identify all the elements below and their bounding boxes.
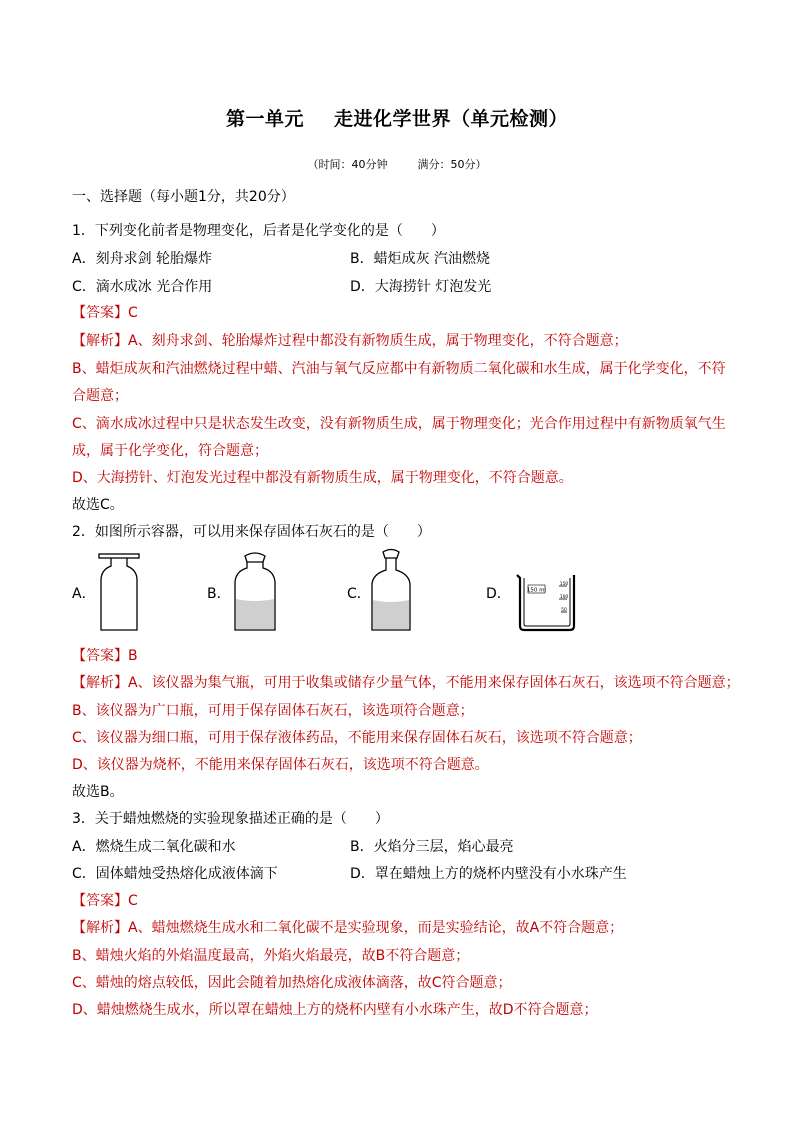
q1-explanation-3: 合题意； (72, 388, 128, 404)
q1-option-a: A．刻舟求剑 轮胎爆炸 (72, 251, 213, 267)
q3-explanation-2: B、蜡烛火焰的外焰温度最高，外焰火焰最亮，故B不符合题意； (72, 948, 470, 964)
q2-label-d: D． (486, 586, 511, 602)
q2-stem: 2．如图所示容器，可以用来保存固体石灰石的是（ ） (72, 524, 431, 540)
q3-option-d: D．罩在蜡烛上方的烧杯内壁没有小水珠产生 (350, 866, 627, 882)
q1-option-d: D．大海捞针 灯泡发光 (350, 279, 492, 295)
q3-option-a: A．燃烧生成二氧化碳和水 (72, 839, 236, 855)
q2-conclusion: 故选B。 (72, 784, 124, 800)
q2-answer: 【答案】B (72, 648, 138, 664)
exam-score: 满分：50分） (417, 158, 487, 171)
q3-explanation-4: D、蜡烛燃烧生成水，所以罩在蜡烛上方的烧杯内壁有小水珠产生，故D不符合题意； (72, 1002, 598, 1018)
exam-time: （时间：40分钟 (307, 158, 388, 171)
q2-label-c: C． (347, 586, 371, 602)
q3-option-c: C．固体蜡烛受热熔化成液体滴下 (72, 866, 278, 882)
beaker-icon (515, 572, 579, 632)
q1-explanation-5: 成，属于化学变化，符合题意； (72, 443, 268, 459)
q1-stem: 1．下列变化前者是物理变化，后者是化学变化的是（ ） (72, 223, 445, 239)
q1-explanation-2: B、蜡炬成灰和汽油燃烧过程中蜡、汽油与氧气反应都中有新物质二氧化碳和水生成，属于化学变化，不符 (72, 361, 726, 377)
q3-stem: 3．关于蜡烛燃烧的实验现象描述正确的是（ ） (72, 811, 389, 827)
q1-option-b: B．蜡炬成灰 汽油燃烧 (350, 251, 491, 267)
page-title (0, 104, 794, 131)
q2-explanation-1: 【解析】A、该仪器为集气瓶，可用于收集或储存少量气体，不能用来保存固体石灰石，该选项不符合题意； (72, 675, 740, 691)
q1-answer: 【答案】C (72, 305, 138, 321)
narrow-mouth-bottle-icon (368, 548, 414, 634)
q2-explanation-4: D、该仪器为烧杯，不能用来保存固体石灰石，该选项不符合题意。 (72, 757, 489, 773)
title-topic: 走进化学世界（单元检测） (334, 108, 569, 130)
section-heading: 一、选择题（每小题1分，共20分） (72, 189, 295, 205)
q2-label-b: B． (207, 586, 231, 602)
q3-explanation-3: C、蜡烛的熔点较低，因此会随着加热熔化成液体滴落，故C符合题意； (72, 975, 512, 991)
q3-explanation-1: 【解析】A、蜡烛燃烧生成水和二氧化碳不是实验现象，而是实验结论，故A不符合题意； (72, 920, 624, 936)
q1-explanation-4: C、滴水成冰过程中只是状态发生改变，没有新物质生成，属于物理变化；光合作用过程中有新物质氧气生 (72, 416, 726, 432)
q2-label-a: A． (72, 586, 96, 602)
exam-info (0, 156, 794, 172)
q1-conclusion: 故选C。 (72, 497, 124, 513)
q1-option-c: C．滴水成冰 光合作用 (72, 279, 213, 295)
beaker-capacity-text: 150 ml (526, 587, 547, 594)
beaker-mark-50: 50 (561, 608, 567, 613)
q3-option-b: B．火焰分三层，焰心最亮 (350, 839, 514, 855)
q1-explanation-1: 【解析】A、刻舟求剑、轮胎爆炸过程中都没有新物质生成，属于物理变化，不符合题意； (72, 333, 628, 349)
gas-collecting-bottle-icon (96, 552, 142, 634)
beaker-mark-150: 150 (559, 582, 569, 587)
beaker-mark-100: 100 (559, 595, 569, 600)
wide-mouth-bottle-icon (230, 552, 280, 634)
q2-explanation-2: B、该仪器为广口瓶，可用于保存固体石灰石，该选项符合题意； (72, 703, 474, 719)
title-unit: 第一单元 (225, 108, 304, 130)
q3-answer: 【答案】C (72, 893, 138, 909)
q2-explanation-3: C、该仪器为细口瓶，可用于保存液体药品，不能用来保存固体石灰石，该选项不符合题意； (72, 730, 642, 746)
q1-explanation-6: D、大海捞针、灯泡发光过程中都没有新物质生成，属于物理变化，不符合题意。 (72, 470, 573, 486)
